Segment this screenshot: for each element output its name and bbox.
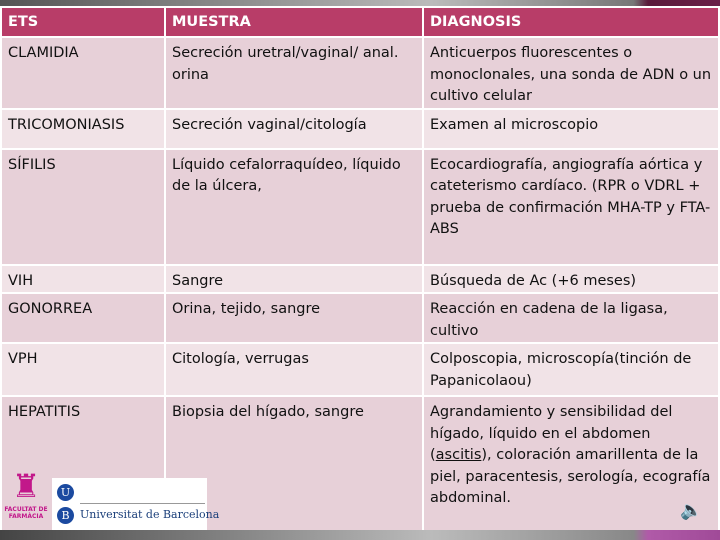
diagnosis-text: Agrandamiento y sensibilidad del hígado, líquido en el abdomen ( — [430, 404, 673, 463]
ascitis-link[interactable]: ascitis — [435, 447, 482, 463]
table-row — [1, 149, 719, 265]
faculty-emblem-icon: ♜ — [11, 467, 41, 505]
faculty-name: FACULTAT DE FARMÀCIA — [4, 506, 48, 520]
cell-diagnosis — [423, 396, 719, 534]
cell-diagnosis: Anticuerpos fluorescentes o monoclonales, una sonda de ADN o un cultivo celular — [423, 37, 719, 109]
university-name: Universitat de Barcelona — [80, 508, 220, 521]
b-icon: B — [57, 507, 74, 524]
u-icon: U — [57, 484, 74, 501]
table-row — [1, 343, 719, 396]
cell-diagnosis: Búsqueda de Ac (+6 meses) — [423, 265, 719, 294]
header-ets: ETS — [1, 7, 165, 37]
cell-ets: HEPATITIS — [1, 396, 165, 534]
faculty-logo — [1, 466, 51, 529]
cell-ets: SÍFILIS — [1, 149, 165, 265]
cell-muestra: Orina, tejido, sangre — [165, 293, 423, 343]
cell-muestra: Sangre — [165, 265, 423, 294]
cell-muestra: Secreción vaginal/citología — [165, 109, 423, 149]
cell-muestra: Secreción uretral/vaginal/ anal. orina — [165, 37, 423, 109]
cell-ets: VPH — [1, 343, 165, 396]
university-logo — [52, 478, 220, 530]
header-muestra: MUESTRA — [165, 7, 423, 37]
cell-diagnosis: Colposcopia, microscopía(tinción de Papanicolaou) — [423, 343, 719, 396]
cell-diagnosis: Examen al microscopio — [423, 109, 719, 149]
cell-muestra: Líquido cefalorraquídeo, líquido de la úlcera, — [165, 149, 423, 265]
cell-diagnosis: Ecocardiografía, angiografía aórtica y cateterismo cardíaco. (RPR o VDRL + prueba de confirmación MHA-TP y FTA-ABS — [423, 149, 719, 265]
table-row — [1, 109, 719, 149]
cell-ets: CLAMIDIA — [1, 37, 165, 109]
header-row — [1, 7, 719, 37]
table-row — [1, 293, 719, 343]
ets-table — [0, 6, 720, 535]
cell-ets: TRICOMONIASIS — [1, 109, 165, 149]
diagnosis-text: ), coloración amarillenta de la piel, paracentesis, serología, ecografía abdominal. — [430, 447, 711, 506]
table-row — [1, 37, 719, 109]
cell-muestra: Citología, verrugas — [165, 343, 423, 396]
cell-diagnosis: Reacción en cadena de la ligasa, cultivo — [423, 293, 719, 343]
bottom-bar — [0, 530, 720, 540]
cell-ets: VIH — [1, 265, 165, 294]
header-diagnosis: DIAGNOSIS — [423, 7, 719, 37]
cell-ets: GONORREA — [1, 293, 165, 343]
table-row — [1, 265, 719, 294]
divider — [80, 503, 205, 504]
speaker-icon[interactable]: 🔈 — [680, 500, 703, 521]
cell-muestra: Biopsia del hígado, sangre — [165, 396, 423, 534]
